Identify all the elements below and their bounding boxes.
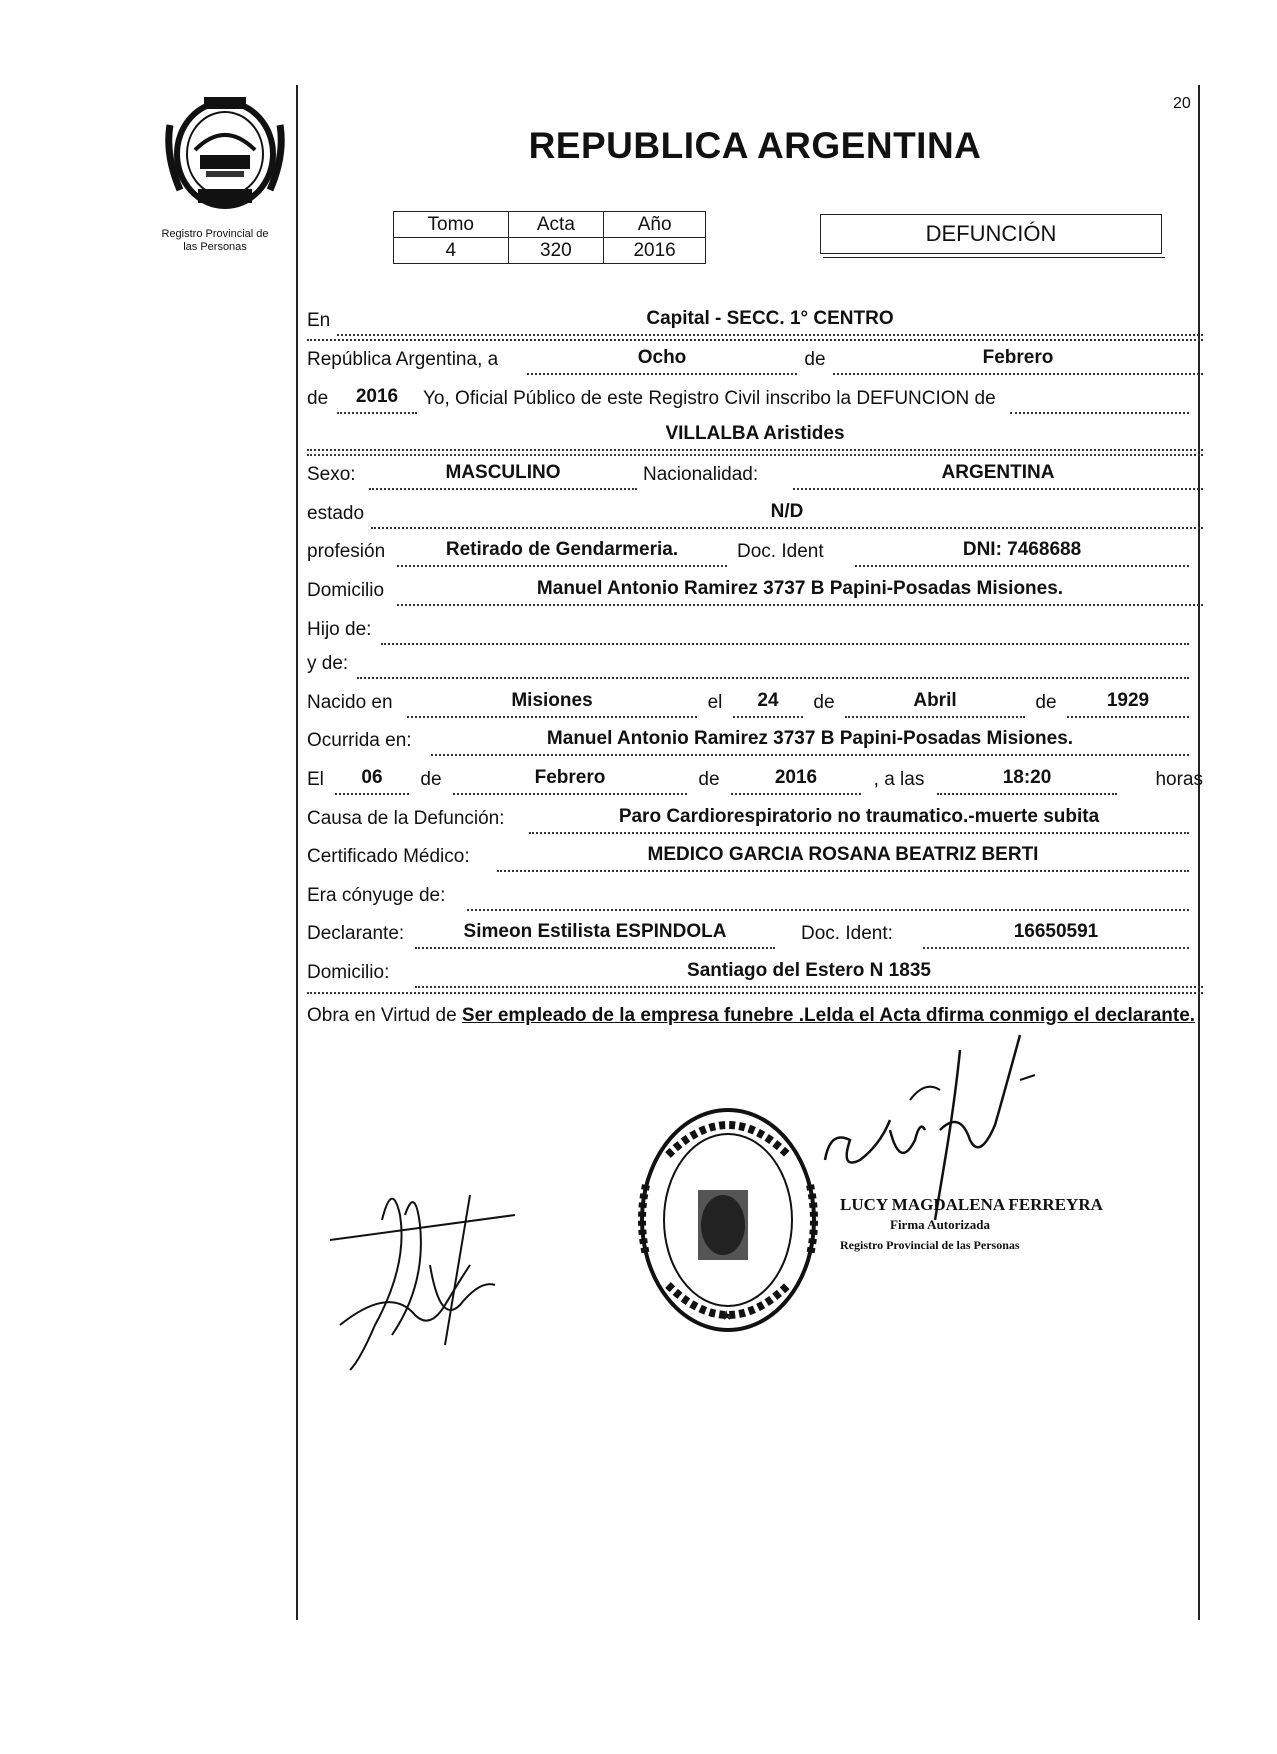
row-conyuge [307, 879, 1203, 911]
estado-field: N/D [371, 497, 1203, 529]
anio-header: Año [604, 212, 706, 238]
row-causa [307, 802, 1203, 834]
ocurrida-label: Ocurrida en: [307, 730, 412, 751]
misiones-seal-logo [160, 95, 290, 213]
en-label: En [307, 310, 331, 331]
lugar-field: Capital - SECC. 1° CENTRO [337, 304, 1203, 336]
def-mes-field: Febrero [453, 763, 687, 795]
official-org: Registro Provincial de las Personas [840, 1238, 1020, 1252]
nacido-dia-field: 24 [733, 686, 803, 718]
row-fecha-registro [307, 343, 1203, 375]
acta-header: Acta [508, 212, 604, 238]
doc-ident-field: DNI: 7468688 [855, 535, 1189, 567]
row-yde [307, 647, 1203, 679]
oficial-blank [1010, 382, 1189, 414]
row-nacido [307, 686, 1203, 718]
obra-paragraph [307, 1003, 1203, 1029]
row-fallecido [307, 419, 1203, 451]
reference-table [393, 211, 706, 264]
row-estado [307, 497, 1203, 529]
separator [307, 454, 1203, 456]
declarante-domicilio-field: Santiago del Estero N 1835 [415, 956, 1203, 988]
conyuge-label: Era cónyuge de: [307, 885, 446, 906]
hijo-field [381, 613, 1189, 645]
declarante-field: Simeon Estilista ESPINDOLA [415, 917, 775, 949]
de-label-6: de [698, 769, 720, 790]
separator [307, 992, 1203, 994]
acta-value: 320 [508, 238, 604, 264]
causa-field: Paro Cardiorespiratorio no traumatico.-muerte subita [529, 802, 1189, 834]
sexo-field: MASCULINO [369, 458, 637, 490]
nacionalidad-field: ARGENTINA [793, 458, 1203, 490]
domicilio2-label: Domicilio: [307, 962, 390, 983]
official-stamp [638, 1105, 818, 1335]
obra-label: Obra en Virtud de [307, 1005, 457, 1026]
row-domicilio [307, 574, 1203, 606]
nacionalidad-label: Nacionalidad: [643, 464, 759, 485]
tomo-value: 4 [394, 238, 509, 264]
republica-label: República Argentina, a [307, 349, 499, 370]
official-name: LUCY MAGDALENA FERREYRA [840, 1195, 1103, 1214]
el-cap-label: El [307, 769, 324, 790]
conyuge-field [467, 879, 1189, 911]
mes-registro-field: Febrero [833, 343, 1203, 375]
oficial-text: Yo, Oficial Público de este Registro Civil inscribo la DEFUNCION de [423, 388, 996, 409]
de-label-3: de [813, 692, 835, 713]
horas-label: horas [1155, 769, 1203, 790]
def-dia-field: 06 [335, 763, 409, 795]
doc-type-label: DEFUNCIÓN [925, 221, 1057, 246]
de-label-4: de [1035, 692, 1057, 713]
doc-type-box [820, 214, 1162, 254]
anio-value: 2016 [604, 238, 706, 264]
estado-label: estado [307, 503, 365, 524]
separator [307, 339, 1203, 341]
row-fecha-defuncion [307, 763, 1203, 795]
registry-label [125, 228, 305, 254]
declarante-label: Declarante: [307, 923, 405, 944]
def-anio-field: 2016 [731, 763, 861, 795]
de-label: de [804, 349, 826, 370]
declarante-doc-field: 16650591 [923, 917, 1189, 949]
el-label: el [707, 692, 723, 713]
domicilio-field: Manuel Antonio Ramirez 3737 B Papini-Posadas Misiones. [397, 574, 1203, 606]
left-margin-line [296, 85, 298, 1620]
hijo-label: Hijo de: [307, 619, 372, 640]
row-declarante [307, 917, 1203, 949]
page-title: REPUBLICA ARGENTINA [528, 125, 982, 166]
row-hijo [307, 613, 1203, 645]
ocurrida-field: Manuel Antonio Ramirez 3737 B Papini-Posadas Misiones. [431, 724, 1189, 756]
row-ocurrida [307, 724, 1203, 756]
yde-label: y de: [307, 653, 349, 674]
domicilio-label: Domicilio [307, 580, 385, 601]
doc-ident-label: Doc. Ident [737, 541, 824, 562]
row-oficial [307, 382, 1203, 414]
obra-text: Ser empleado de la empresa funebre .Lelda el Acta dfirma conmigo el declarante. [461, 1005, 1196, 1026]
nacido-label: Nacido en [307, 692, 393, 713]
official-role: Firma Autorizada [890, 1217, 991, 1232]
declarante-signature [320, 1175, 520, 1375]
alas-label: , a las [873, 769, 925, 790]
tomo-header: Tomo [394, 212, 509, 238]
nacido-anio-field: 1929 [1067, 686, 1189, 718]
certificado-field: MEDICO GARCIA ROSANA BEATRIZ BERTI [497, 840, 1189, 872]
sexo-label: Sexo: [307, 464, 356, 485]
row-certificado [307, 840, 1203, 872]
registry-label-line1: Registro Provincial de [161, 228, 269, 240]
row-domicilio-declarante [307, 956, 1203, 988]
fallecido-field: VILLALBA Aristides [307, 419, 1203, 451]
registry-label-line2: las Personas [183, 241, 247, 253]
official-name-block [840, 1195, 1103, 1255]
row-lugar [307, 304, 1203, 336]
causa-label: Causa de la Defunción: [307, 808, 505, 829]
profesion-label: profesión [307, 541, 386, 562]
row-profesion [307, 535, 1203, 567]
nacido-mes-field: Abril [845, 686, 1025, 718]
page-number: 20 [1173, 95, 1191, 112]
def-hora-field: 18:20 [937, 763, 1117, 795]
certificado-label: Certificado Médico: [307, 846, 470, 867]
yde-field [357, 647, 1189, 679]
dia-registro-field: Ocho [527, 343, 797, 375]
de-label-2: de [307, 388, 329, 409]
row-sexo [307, 458, 1203, 490]
de-label-5: de [420, 769, 442, 790]
doc-ident2-label: Doc. Ident: [801, 923, 893, 944]
anio-registro-field: 2016 [337, 382, 417, 414]
nacido-lugar-field: Misiones [407, 686, 697, 718]
profesion-field: Retirado de Gendarmeria. [397, 535, 727, 567]
